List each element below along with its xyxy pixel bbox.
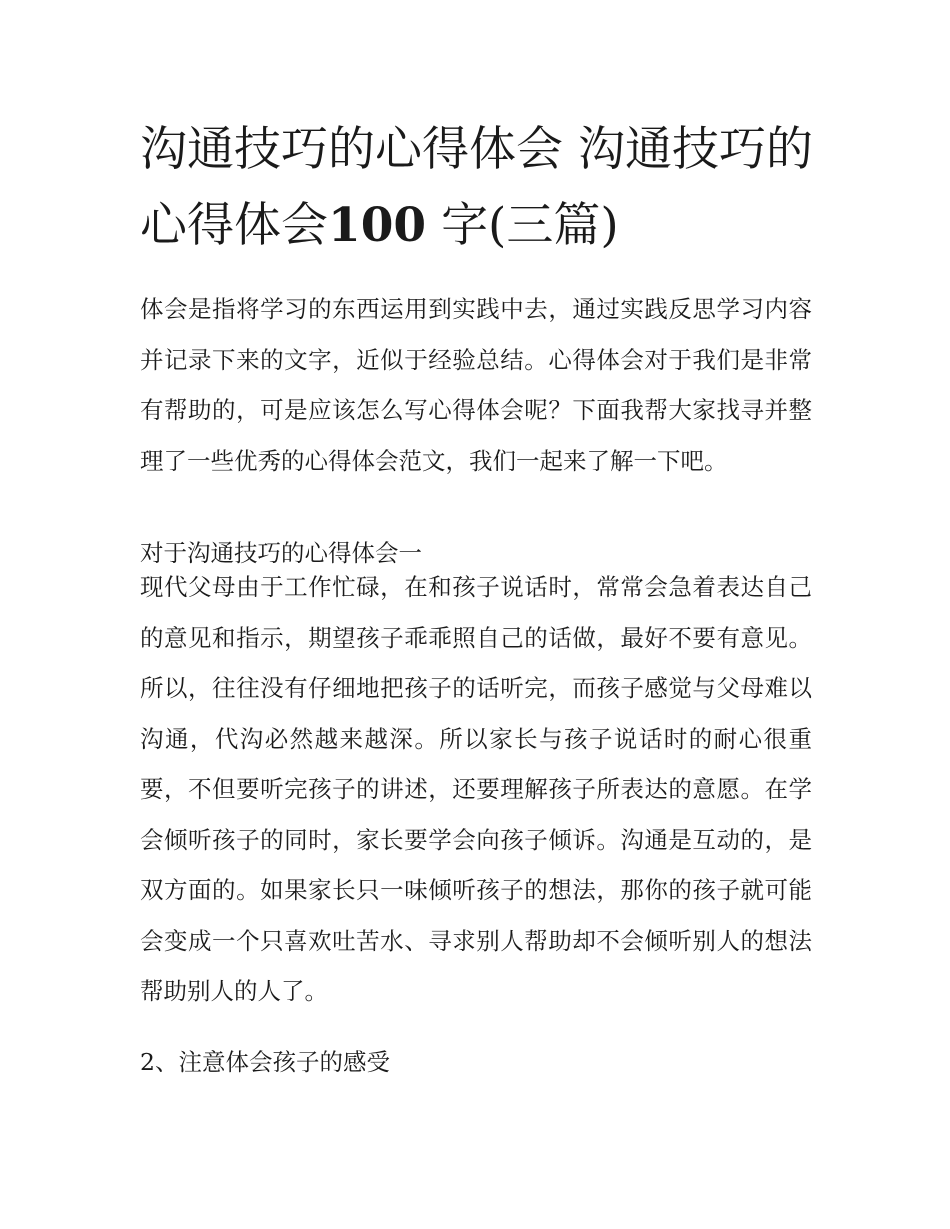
title-text-part1: 沟通技巧的心得体会 沟通技巧的心得体会 — [140, 122, 813, 253]
subheading-point-2: 2、注意体会孩子的感受 — [140, 1048, 390, 1076]
intro-paragraph: 体会是指将学习的东西运用到实践中去，通过实践反思学习内容并记录下来的文字，近似于经验总结。心得体会对于我们是非常有帮助的，可是应该怎么写心得体会呢？下面我帮大家找寻并整理了一些优秀的心得体会范文，我们一起来了解一下吧。 — [140, 295, 812, 475]
document-title — [140, 112, 820, 264]
section-heading: 对于沟通技巧的心得体会一 — [140, 539, 422, 567]
body-paragraph: 现代父母由于工作忙碌，在和孩子说话时，常常会急着表达自己的意见和指示，期望孩子乖乖照自己的话做，最好不要有意见。所以，往往没有仔细地把孩子的话听完，而孩子感觉与父母难以沟通，代沟必然越来越深。所以家长与孩子说话时的耐心很重要，不但要听完孩子的讲述，还要理解孩子所表达的意愿。在学会倾听孩子的同时，家长要学会向孩子倾诉。沟通是互动的，是双方面的。如果家长只一味倾听孩子的想法，那你的孩子就可能会变成一个只喜欢吐苦水、寻求别人帮助却不会倾听别人的想法帮助别人的人了。 — [140, 573, 812, 1005]
title-number: 100 — [328, 198, 427, 253]
title-text-part2: 字(三篇) — [441, 198, 619, 253]
